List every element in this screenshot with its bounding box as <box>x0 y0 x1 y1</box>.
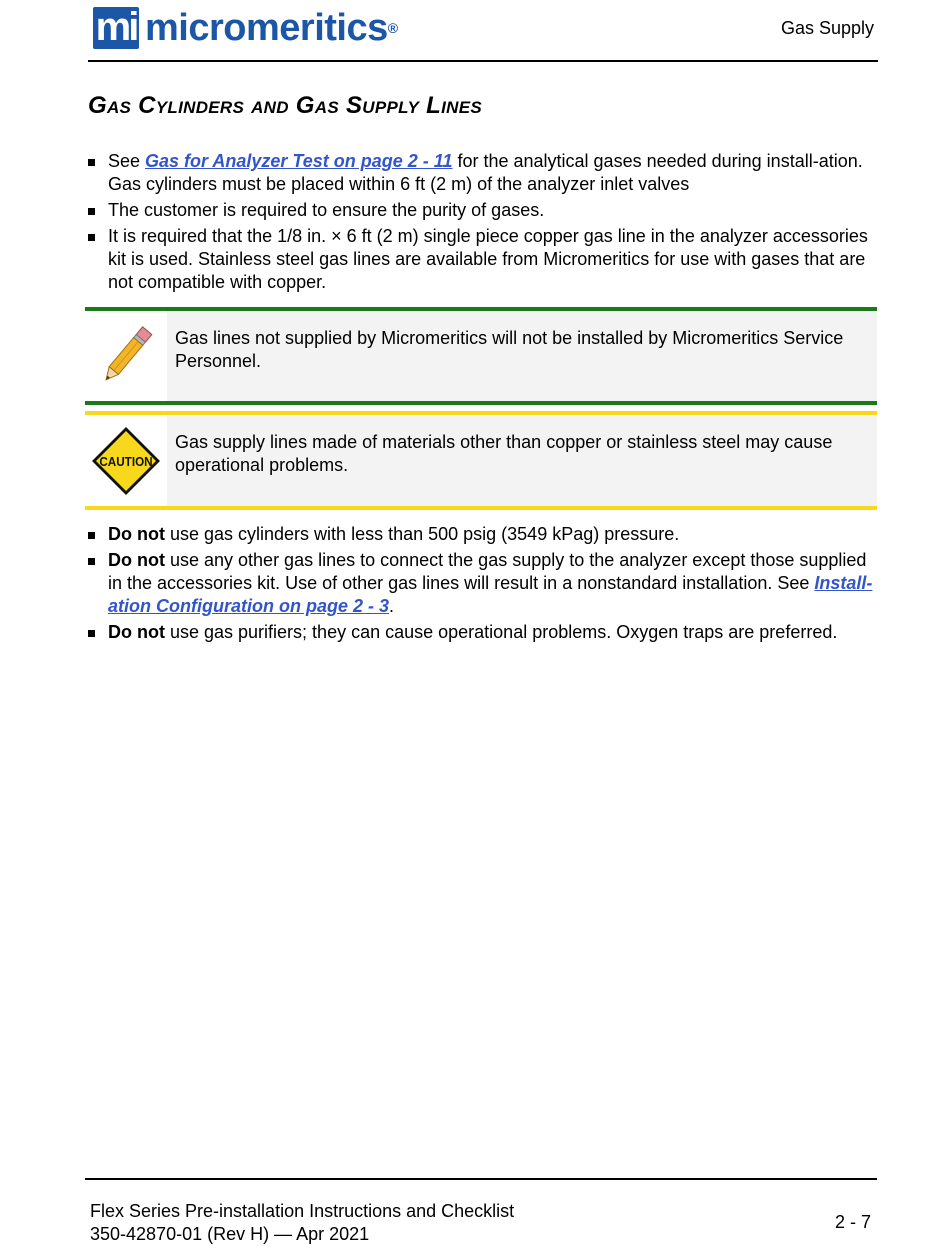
header-section-title: Gas Supply <box>780 18 874 38</box>
page-header <box>88 0 878 62</box>
micromeritics-logo <box>93 6 398 50</box>
pencil-icon <box>85 311 167 401</box>
note-box <box>85 307 877 405</box>
caution-sign-icon <box>85 415 167 506</box>
list-item: The customer is required to ensure the purity of gases. <box>88 199 883 222</box>
installation-configuration-link[interactable]: Install-ation Configuration on page 2 - 3 <box>108 573 873 616</box>
page-footer <box>85 1178 877 1244</box>
list-item: Do not use gas purifiers; they can cause operational problems. Oxygen traps are preferred. <box>88 621 883 644</box>
list-item: Do not use gas cylinders with less than 500 psig (3549 kPag) pressure. <box>88 523 883 546</box>
bottom-bullet-list <box>88 523 883 647</box>
gas-for-analyzer-test-link[interactable]: Gas for Analyzer Test on page 2 - 11 <box>145 151 453 171</box>
page-title: Gas Cylinders and Gas Supply Lines <box>88 92 482 119</box>
logo-text: micromeritics <box>145 7 388 49</box>
note-text: Gas lines not supplied by Micromeritics will not be installed by Micromeritics Service Personnel. <box>167 311 877 401</box>
caution-sign-label: CAUTION <box>99 453 153 469</box>
logo-registered-mark: ® <box>387 20 398 36</box>
caution-text: Gas supply lines made of materials other than copper or stainless steel may cause operational problems. <box>167 415 877 506</box>
top-bullet-list <box>88 150 883 297</box>
footer-document-number: 350-42870-01 (Rev H) — Apr 2021 <box>90 1224 370 1244</box>
list-item: See Gas for Analyzer Test on page 2 - 11 for the analytical gases needed during install-ation. Gas cylinders must be placed within 6 ft (2 m) of the analyzer inlet valves <box>88 150 883 196</box>
caution-box <box>85 411 877 510</box>
list-item: Do not use any other gas lines to connect the gas supply to the analyzer except those supplied in the accessories kit. Use of other gas lines will result in a nonstandard installation. See Install-ation Configuration on page 2 - 3. <box>88 549 883 618</box>
list-item: It is required that the 1/8 in. × 6 ft (2 m) single piece copper gas line in the analyzer accessories kit is used. Stainless steel gas lines are available from Micromeritics for use with gases that are not compatible with copper. <box>88 225 883 294</box>
footer-document-title: Flex Series Pre-installation Instructions and Checklist <box>90 1201 515 1221</box>
page-number: 2 - 7 <box>834 1212 871 1232</box>
logo-mark: mi <box>93 7 139 49</box>
